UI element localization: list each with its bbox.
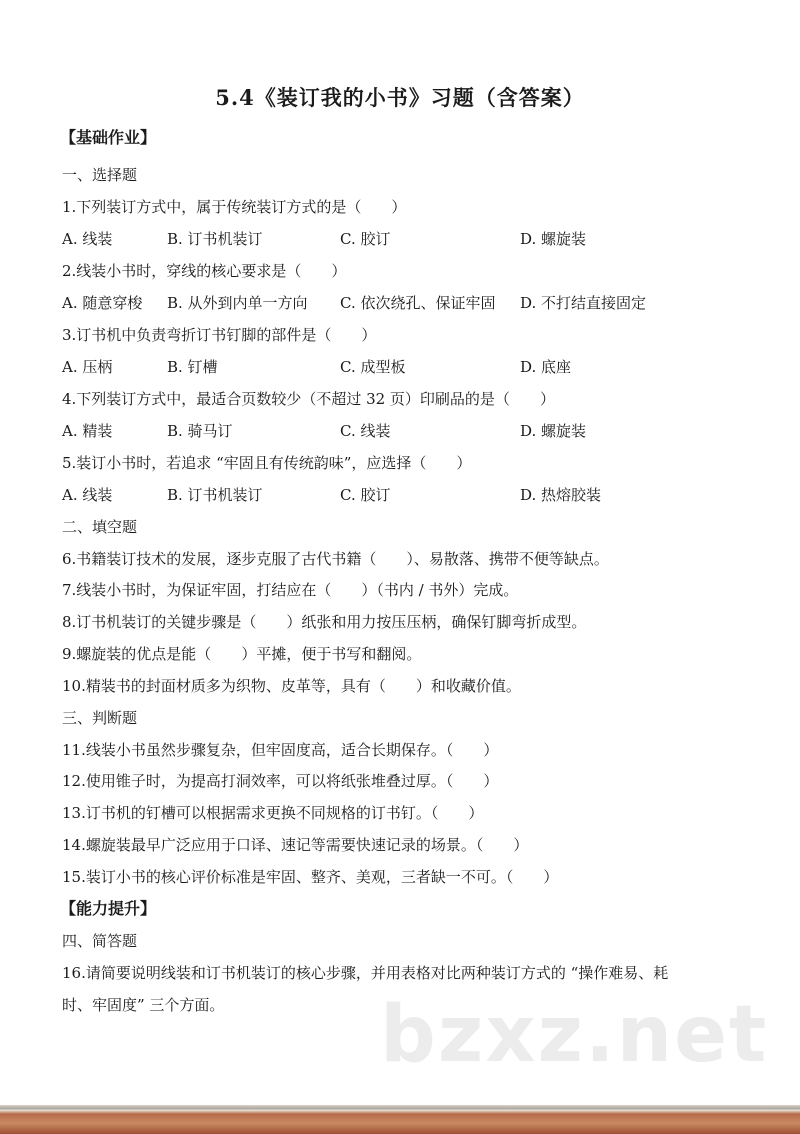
- question-1: 1.下列装订方式中，属于传统装订方式的是（ ）: [62, 198, 407, 216]
- question-10: 10.精装书的封面材质多为织物、皮革等，具有（ ）和收藏价值。: [62, 677, 521, 695]
- option-a: A. 线装: [62, 486, 113, 504]
- option-c: C. 成型板: [340, 358, 406, 376]
- question-16-line-1: 16.请简要说明线装和订书机装订的核心步骤，并用表格对比两种装订方式的 “操作难易、耗: [62, 964, 669, 982]
- question-13: 13.订书机的钉槽可以根据需求更换不同规格的订书钉。（ ）: [62, 804, 484, 822]
- option-a: A. 随意穿梭: [62, 294, 143, 312]
- option-d: D. 热熔胶装: [520, 486, 602, 504]
- section-heading-advanced: 【能力提升】: [60, 899, 157, 918]
- option-d: D. 底座: [520, 358, 572, 376]
- question-11: 11.线装小书虽然步骤复杂，但牢固度高，适合长期保存。（ ）: [62, 741, 499, 759]
- question-6: 6.书籍装订技术的发展，逐步克服了古代书籍（ ）、易散落、携带不便等缺点。: [62, 550, 609, 568]
- question-16-line-2: 时、牢固度” 三个方面。: [62, 996, 225, 1014]
- question-15: 15.装订小书的核心评价标准是牢固、整齐、美观，三者缺一不可。（ ）: [62, 868, 559, 886]
- option-c: C. 胶订: [340, 230, 391, 248]
- question-9: 9.螺旋装的优点是能（ ）平摊，便于书写和翻阅。: [62, 645, 422, 663]
- option-a: A. 精装: [62, 422, 113, 440]
- question-4: 4.下列装订方式中，最适合页数较少（不超过 32 页）印刷品的是（ ）: [62, 390, 555, 408]
- page-bottom-border: [0, 1105, 800, 1134]
- page-title: 5.4《装订我的小书》习题（含答案）: [215, 85, 585, 110]
- option-c: C. 依次绕孔、保证牢固: [340, 294, 496, 312]
- question-7: 7.线装小书时，为保证牢固，打结应在（ ）（书内 / 书外）完成。: [62, 581, 519, 599]
- question-2: 2.线装小书时，穿线的核心要求是（ ）: [62, 262, 347, 280]
- section-heading-basic: 【基础作业】: [60, 128, 157, 147]
- question-5: 5.装订小书时，若追求 “牢固且有传统韵味”，应选择（ ）: [62, 454, 472, 472]
- question-3: 3.订书机中负责弯折订书钉脚的部件是（ ）: [62, 326, 377, 344]
- watermark: bzxz.net: [380, 990, 769, 1080]
- part-heading-short-answer: 四、简答题: [62, 932, 138, 950]
- part-heading-judge: 三、判断题: [62, 709, 138, 727]
- question-8: 8.订书机装订的关键步骤是（ ）纸张和用力按压压柄，确保钉脚弯折成型。: [62, 613, 587, 631]
- option-b: B. 订书机装订: [167, 486, 263, 504]
- question-12: 12.使用锥子时，为提高打洞效率，可以将纸张堆叠过厚。（ ）: [62, 772, 499, 790]
- part-heading-fill: 二、填空题: [62, 518, 138, 536]
- option-b: B. 从外到内单一方向: [167, 294, 308, 312]
- option-b: B. 订书机装订: [167, 230, 263, 248]
- option-c: C. 线装: [340, 422, 391, 440]
- option-a: A. 线装: [62, 230, 113, 248]
- option-d: D. 不打结直接固定: [520, 294, 647, 312]
- option-d: D. 螺旋装: [520, 230, 587, 248]
- question-14: 14.螺旋装最早广泛应用于口译、速记等需要快速记录的场景。（ ）: [62, 836, 529, 854]
- option-d: D. 螺旋装: [520, 422, 587, 440]
- option-b: B. 骑马订: [167, 422, 233, 440]
- option-b: B. 钉槽: [167, 358, 218, 376]
- part-heading-choice: 一、选择题: [62, 166, 138, 184]
- option-a: A. 压柄: [62, 358, 113, 376]
- option-c: C. 胶订: [340, 486, 391, 504]
